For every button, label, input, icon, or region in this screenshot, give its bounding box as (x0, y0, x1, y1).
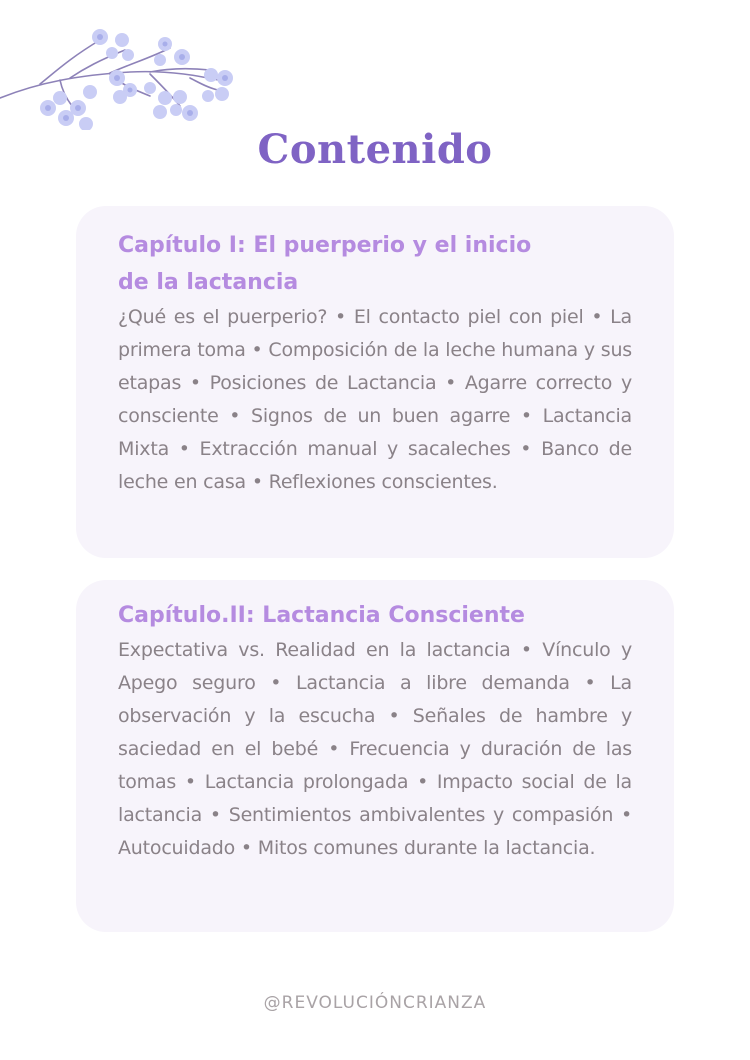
social-handle: @REVOLUCIÓNCRIANZA (263, 993, 487, 1013)
chapter-card-1 (76, 206, 674, 558)
chapter-topics: Expectativa vs. Realidad en la lactancia • Vínculo y Apego seguro • Lactancia a libre demanda • La observación y la escucha • Señales de hambre y saciedad en el bebé • Frecuencia y duración de las tomas • Lactancia prolongada • Impacto social de la lactancia • Sentimientos ambivalentes y compasión • Autocuidado • Mitos comunes durante la lactancia. (118, 639, 632, 859)
page-title: Contenido (257, 126, 493, 173)
chapter-title: Capítulo.II: Lactancia Consciente (118, 603, 525, 628)
chapter-topics: ¿Qué es el puerperio? • El contacto piel con piel • La primera toma • Composición de la leche humana y sus etapas • Posiciones de Lactancia • Agarre correcto y consciente • Signos de un buen agarre • Lactancia Mixta • Extracción manual y sacaleches • Banco de leche en casa • Reflexiones conscientes. (118, 306, 632, 493)
lavender-branch-icon (0, 20, 250, 130)
chapter-card-2 (76, 580, 674, 932)
chapter-title: Capítulo I: El puerperio y el inicio de la lactancia (118, 233, 532, 295)
